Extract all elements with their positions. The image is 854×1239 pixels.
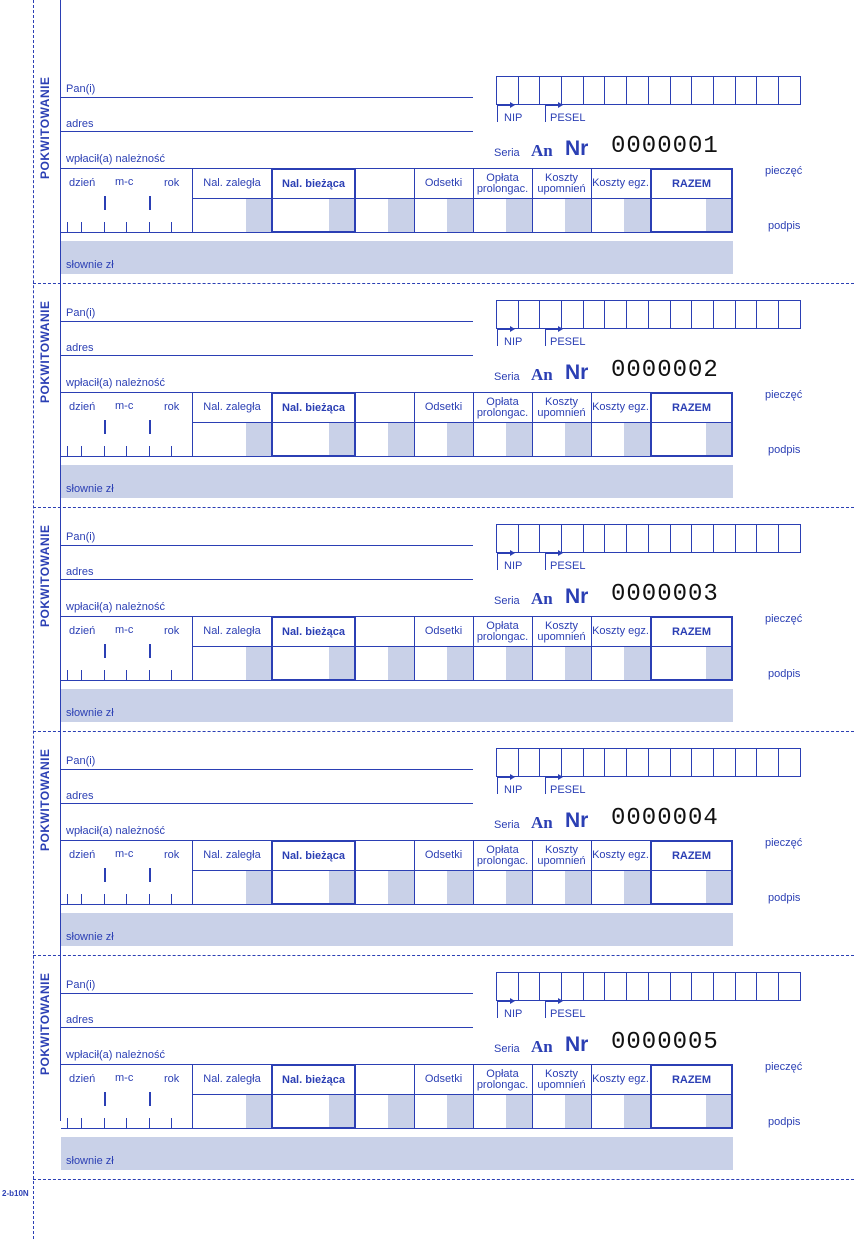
nip-pesel-digit-box[interactable]	[713, 972, 736, 1001]
seria-value: An	[531, 365, 553, 384]
month-label: m-c	[115, 400, 134, 412]
razem-header: RAZEM	[652, 618, 731, 647]
year-label: rok	[164, 177, 180, 189]
pani-field[interactable]	[61, 545, 473, 546]
pani-field[interactable]	[61, 769, 473, 770]
odsetki-header: Odsetki	[414, 617, 473, 647]
blank-column[interactable]	[356, 1065, 414, 1128]
year-label: rok	[164, 401, 180, 413]
amounts-table	[61, 1064, 733, 1129]
oplata-header	[473, 169, 532, 199]
nal-biezaca-header: Nal. bieżąca	[273, 170, 354, 199]
koszty-upomnien-line2: upomnień	[537, 182, 586, 195]
oplata-column[interactable]	[473, 1065, 532, 1128]
year-label: rok	[164, 1073, 180, 1085]
seria-label: Seria	[494, 595, 520, 607]
koszty-upomnien-header	[532, 393, 591, 423]
blank-column[interactable]	[356, 841, 414, 904]
nal-zalegla-column[interactable]	[192, 841, 272, 904]
date-tick	[81, 1118, 82, 1128]
koszty-egz-column[interactable]	[591, 1065, 650, 1128]
receipt-number: 0000001	[611, 133, 719, 160]
nip-pesel-digit-box[interactable]	[756, 300, 779, 329]
date-separator	[104, 644, 106, 658]
razem-header: RAZEM	[652, 1066, 731, 1095]
receipt	[0, 448, 854, 719]
razem-header: RAZEM	[652, 394, 731, 423]
nal-zalegla-column[interactable]	[192, 169, 272, 232]
receipt-side-label: POKWITOWANIE	[38, 300, 52, 404]
nip-pesel-digit-box[interactable]	[626, 524, 649, 553]
date-column	[61, 1065, 192, 1128]
receipt-side-label: POKWITOWANIE	[38, 76, 52, 180]
podpis-label: podpis	[768, 1116, 801, 1128]
adres-field[interactable]	[61, 803, 473, 804]
nip-pesel-digit-box[interactable]	[626, 76, 649, 105]
koszty-egz-header: Koszty egz.	[591, 841, 650, 871]
date-separator	[149, 196, 151, 210]
day-label: dzień	[69, 1073, 96, 1085]
koszty-upomnien-line1: Koszty	[544, 619, 578, 632]
koszty-egz-column[interactable]	[591, 617, 650, 680]
koszty-egz-column[interactable]	[591, 169, 650, 232]
nal-zalegla-header: Nal. zaległa	[192, 169, 272, 199]
date-tick	[104, 1118, 105, 1128]
nip-label: NIP	[504, 560, 523, 572]
nip-pesel-digit-box[interactable]	[626, 300, 649, 329]
adres-field[interactable]	[61, 131, 473, 132]
oplata-header-line1: Opłata	[486, 171, 519, 184]
month-label: m-c	[115, 1072, 134, 1084]
koszty-upomnien-column[interactable]	[532, 393, 591, 456]
nip-pesel-digit-box[interactable]	[626, 748, 649, 777]
nip-pesel-digit-box[interactable]	[691, 300, 714, 329]
nip-pesel-digit-box[interactable]	[735, 300, 758, 329]
koszty-upomnien-header	[532, 617, 591, 647]
blank-column[interactable]	[356, 169, 414, 232]
koszty-egz-header: Koszty egz.	[591, 617, 650, 647]
receipt	[0, 896, 854, 1167]
koszty-upomnien-header	[532, 1065, 591, 1095]
oplata-header-line1: Opłata	[486, 1067, 519, 1080]
nal-biezaca-column[interactable]	[271, 1064, 356, 1129]
pani-label: Pan(i)	[66, 531, 96, 543]
grosze-cell	[329, 1095, 354, 1127]
grosze-cell	[388, 1095, 414, 1128]
blank-header	[356, 1065, 414, 1095]
odsetki-header: Odsetki	[414, 1065, 473, 1095]
adres-field[interactable]	[61, 579, 473, 580]
nal-biezaca-header: Nal. bieżąca	[273, 1066, 354, 1095]
cut-line	[33, 1179, 854, 1180]
nip-pesel-digit-box[interactable]	[583, 300, 606, 329]
blank-column[interactable]	[356, 393, 414, 456]
nip-pesel-digit-box[interactable]	[626, 972, 649, 1001]
nal-biezaca-header: Nal. bieżąca	[273, 842, 354, 871]
month-label: m-c	[115, 624, 134, 636]
grosze-cell	[506, 1095, 532, 1128]
nip-pesel-digit-box[interactable]	[518, 76, 541, 105]
nip-pesel-digit-box[interactable]	[518, 300, 541, 329]
nip-pesel-digit-box[interactable]	[691, 76, 714, 105]
nal-zalegla-column[interactable]	[192, 1065, 272, 1128]
adres-label: adres	[66, 118, 94, 130]
nip-pesel-digit-box[interactable]	[561, 76, 584, 105]
nip-pesel-digit-box[interactable]	[518, 972, 541, 1001]
nip-pesel-digit-box[interactable]	[604, 76, 627, 105]
koszty-upomnien-line2: upomnień	[537, 630, 586, 643]
pani-label: Pan(i)	[66, 755, 96, 767]
nip-pesel-digit-box[interactable]	[561, 300, 584, 329]
receipt	[0, 224, 854, 495]
koszty-upomnien-header	[532, 169, 591, 199]
nip-pesel-digit-box[interactable]	[778, 76, 801, 105]
nal-biezaca-header: Nal. bieżąca	[273, 394, 354, 423]
receipt	[0, 0, 854, 271]
oplata-header-line2: prolongac.	[476, 406, 529, 419]
nr-label: Nr	[565, 585, 589, 608]
blank-header	[356, 841, 414, 871]
nip-pesel-digit-box[interactable]	[604, 300, 627, 329]
pani-field[interactable]	[61, 993, 473, 994]
adres-label: adres	[66, 790, 94, 802]
blank-header	[356, 393, 414, 423]
day-label: dzień	[69, 177, 96, 189]
koszty-upomnien-column[interactable]	[532, 617, 591, 680]
oplata-column[interactable]	[473, 169, 532, 232]
adres-label: adres	[66, 566, 94, 578]
koszty-upomnien-line2: upomnień	[537, 854, 586, 867]
nip-pesel-digit-box[interactable]	[583, 972, 606, 1001]
pani-field[interactable]	[61, 321, 473, 322]
koszty-upomnien-line2: upomnień	[537, 1078, 586, 1091]
year-label: rok	[164, 849, 180, 861]
slownie-label: słownie zł	[66, 483, 114, 495]
date-column	[61, 617, 192, 680]
date-separator	[104, 1092, 106, 1106]
month-label: m-c	[115, 176, 134, 188]
podpis-label: podpis	[768, 892, 801, 904]
seria-label: Seria	[494, 1043, 520, 1055]
receipt-side-label: POKWITOWANIE	[38, 972, 52, 1076]
receipt-number: 0000005	[611, 1029, 719, 1056]
nip-pesel-digit-box[interactable]	[539, 972, 562, 1001]
wplacil-label: wpłacił(a) należność	[66, 825, 166, 837]
nip-pesel-digit-box[interactable]	[648, 76, 671, 105]
nip-pesel-digit-box[interactable]	[518, 748, 541, 777]
pesel-label: PESEL	[550, 1008, 586, 1020]
adres-label: adres	[66, 342, 94, 354]
wplacil-label: wpłacił(a) należność	[66, 377, 166, 389]
form-code: 2-b10N	[2, 1189, 29, 1198]
nip-pesel-digit-box[interactable]	[778, 300, 801, 329]
month-label: m-c	[115, 848, 134, 860]
nip-pesel-digit-box[interactable]	[691, 524, 714, 553]
grosze-cell	[624, 1095, 650, 1128]
pesel-label: PESEL	[550, 336, 586, 348]
grosze-cell	[447, 1095, 473, 1128]
nip-pesel-digit-box[interactable]	[583, 76, 606, 105]
nal-zalegla-header: Nal. zaległa	[192, 1065, 272, 1095]
slownie-field[interactable]	[61, 1137, 733, 1170]
podpis-label: podpis	[768, 444, 801, 456]
koszty-upomnien-column[interactable]	[532, 169, 591, 232]
day-label: dzień	[69, 849, 96, 861]
nip-pesel-boxes[interactable]	[496, 748, 800, 777]
date-separator	[104, 420, 106, 434]
nip-pesel-digit-box[interactable]	[713, 748, 736, 777]
odsetki-column[interactable]	[414, 393, 473, 456]
nip-pesel-digit-box[interactable]	[756, 748, 779, 777]
date-column	[61, 393, 192, 456]
wplacil-label: wpłacił(a) należność	[66, 601, 166, 613]
koszty-upomnien-line1: Koszty	[544, 395, 578, 408]
year-label: rok	[164, 625, 180, 637]
pani-label: Pan(i)	[66, 307, 96, 319]
day-label: dzień	[69, 625, 96, 637]
receipt-number: 0000004	[611, 805, 719, 832]
oplata-header	[473, 393, 532, 423]
receipt-side-label: POKWITOWANIE	[38, 748, 52, 852]
slownie-label: słownie zł	[66, 1155, 114, 1167]
koszty-upomnien-line1: Koszty	[544, 1067, 578, 1080]
date-separator	[149, 420, 151, 434]
razem-column[interactable]	[650, 1064, 733, 1129]
oplata-header-line2: prolongac.	[476, 1078, 529, 1091]
nip-pesel-digit-box[interactable]	[604, 972, 627, 1001]
nip-pesel-digit-box[interactable]	[735, 972, 758, 1001]
nip-pesel-boxes[interactable]	[496, 300, 800, 329]
oplata-header-line2: prolongac.	[476, 854, 529, 867]
seria-value: An	[531, 813, 553, 832]
blank-header	[356, 617, 414, 647]
pani-field[interactable]	[61, 97, 473, 98]
pani-label: Pan(i)	[66, 979, 96, 991]
date-separator	[104, 868, 106, 882]
receipt-side-label: POKWITOWANIE	[38, 524, 52, 628]
nip-label: NIP	[504, 784, 523, 796]
seria-value: An	[531, 589, 553, 608]
nip-pesel-digit-box[interactable]	[756, 76, 779, 105]
nal-zalegla-header: Nal. zaległa	[192, 617, 272, 647]
nip-pesel-digit-box[interactable]	[539, 300, 562, 329]
nip-pesel-boxes[interactable]	[496, 972, 800, 1001]
nip-pesel-digit-box[interactable]	[583, 748, 606, 777]
oplata-header	[473, 841, 532, 871]
nip-pesel-digit-box[interactable]	[691, 972, 714, 1001]
nal-zalegla-column[interactable]	[192, 617, 272, 680]
receipt-number: 0000003	[611, 581, 719, 608]
seria-label: Seria	[494, 819, 520, 831]
nip-pesel-digit-box[interactable]	[496, 76, 519, 105]
koszty-upomnien-line2: upomnień	[537, 406, 586, 419]
podpis-label: podpis	[768, 668, 801, 680]
nip-pesel-digit-box[interactable]	[561, 972, 584, 1001]
pieczec-label: pieczęć	[765, 613, 803, 625]
grosze-cell	[565, 1095, 591, 1128]
nal-zalegla-column[interactable]	[192, 393, 272, 456]
pesel-label: PESEL	[550, 560, 586, 572]
koszty-upomnien-header	[532, 841, 591, 871]
oplata-column[interactable]	[473, 393, 532, 456]
date-column	[61, 169, 192, 232]
nip-pesel-digit-box[interactable]	[691, 748, 714, 777]
nip-pesel-digit-box[interactable]	[670, 300, 693, 329]
receipt-number: 0000002	[611, 357, 719, 384]
receipt	[0, 672, 854, 943]
adres-field[interactable]	[61, 355, 473, 356]
grosze-cell	[246, 1095, 272, 1128]
nip-pesel-digit-box[interactable]	[496, 300, 519, 329]
nip-pesel-digit-box[interactable]	[648, 524, 671, 553]
grosze-cell	[706, 1095, 731, 1127]
nip-pesel-digit-box[interactable]	[496, 748, 519, 777]
nal-biezaca-header: Nal. bieżąca	[273, 618, 354, 647]
koszty-egz-column[interactable]	[591, 393, 650, 456]
odsetki-header: Odsetki	[414, 393, 473, 423]
nip-pesel-digit-box[interactable]	[756, 972, 779, 1001]
nip-pesel-boxes[interactable]	[496, 524, 800, 553]
oplata-header	[473, 1065, 532, 1095]
nip-pesel-digit-box[interactable]	[756, 524, 779, 553]
nip-pesel-digit-box[interactable]	[583, 524, 606, 553]
nip-pesel-digit-box[interactable]	[735, 76, 758, 105]
pesel-label: PESEL	[550, 112, 586, 124]
seria-value: An	[531, 141, 553, 160]
oplata-header-line2: prolongac.	[476, 182, 529, 195]
nip-pesel-digit-box[interactable]	[713, 76, 736, 105]
date-separator	[104, 196, 106, 210]
koszty-upomnien-line1: Koszty	[544, 843, 578, 856]
oplata-column[interactable]	[473, 841, 532, 904]
razem-header: RAZEM	[652, 170, 731, 199]
nip-pesel-digit-box[interactable]	[713, 524, 736, 553]
koszty-upomnien-column[interactable]	[532, 1065, 591, 1128]
koszty-egz-header: Koszty egz.	[591, 169, 650, 199]
nr-label: Nr	[565, 809, 589, 832]
koszty-egz-header: Koszty egz.	[591, 1065, 650, 1095]
nip-pesel-digit-box[interactable]	[778, 748, 801, 777]
odsetki-column[interactable]	[414, 1065, 473, 1128]
pieczec-label: pieczęć	[765, 837, 803, 849]
wplacil-label: wpłacił(a) należność	[66, 153, 166, 165]
nip-pesel-digit-box[interactable]	[518, 524, 541, 553]
nip-pesel-digit-box[interactable]	[561, 524, 584, 553]
slownie-label: słownie zł	[66, 931, 114, 943]
nr-label: Nr	[565, 361, 589, 384]
date-field[interactable]	[61, 1128, 192, 1129]
koszty-upomnien-line1: Koszty	[544, 171, 578, 184]
blank-header	[356, 169, 414, 199]
odsetki-header: Odsetki	[414, 841, 473, 871]
nr-label: Nr	[565, 137, 589, 160]
nip-pesel-digit-box[interactable]	[496, 972, 519, 1001]
koszty-egz-column[interactable]	[591, 841, 650, 904]
oplata-header-line1: Opłata	[486, 619, 519, 632]
nip-pesel-digit-box[interactable]	[648, 972, 671, 1001]
date-tick	[171, 1118, 172, 1128]
date-separator	[149, 868, 151, 882]
nip-pesel-digit-box[interactable]	[539, 76, 562, 105]
nip-pesel-digit-box[interactable]	[735, 524, 758, 553]
nr-label: Nr	[565, 1033, 589, 1056]
nal-zalegla-header: Nal. zaległa	[192, 393, 272, 423]
nip-pesel-digit-box[interactable]	[670, 972, 693, 1001]
nip-pesel-digit-box[interactable]	[604, 748, 627, 777]
seria-value: An	[531, 1037, 553, 1056]
date-column	[61, 841, 192, 904]
oplata-header	[473, 617, 532, 647]
nip-pesel-digit-box[interactable]	[778, 524, 801, 553]
oplata-header-line2: prolongac.	[476, 630, 529, 643]
blank-column[interactable]	[356, 617, 414, 680]
nip-pesel-digit-box[interactable]	[539, 748, 562, 777]
nip-pesel-digit-box[interactable]	[496, 524, 519, 553]
pani-label: Pan(i)	[66, 83, 96, 95]
nip-pesel-digit-box[interactable]	[561, 748, 584, 777]
podpis-label: podpis	[768, 220, 801, 232]
pieczec-label: pieczęć	[765, 165, 803, 177]
seria-label: Seria	[494, 371, 520, 383]
day-label: dzień	[69, 401, 96, 413]
nip-pesel-digit-box[interactable]	[670, 76, 693, 105]
nip-label: NIP	[504, 336, 523, 348]
odsetki-column[interactable]	[414, 617, 473, 680]
nip-label: NIP	[504, 1008, 523, 1020]
nip-pesel-digit-box[interactable]	[604, 524, 627, 553]
adres-label: adres	[66, 1014, 94, 1026]
wplacil-label: wpłacił(a) należność	[66, 1049, 166, 1061]
koszty-egz-header: Koszty egz.	[591, 393, 650, 423]
odsetki-header: Odsetki	[414, 169, 473, 199]
slownie-label: słownie zł	[66, 259, 114, 271]
date-tick	[149, 1118, 150, 1128]
nip-pesel-digit-box[interactable]	[648, 300, 671, 329]
nip-pesel-digit-box[interactable]	[778, 972, 801, 1001]
slownie-label: słownie zł	[66, 707, 114, 719]
date-separator	[149, 644, 151, 658]
nip-pesel-digit-box[interactable]	[539, 524, 562, 553]
nal-zalegla-header: Nal. zaległa	[192, 841, 272, 871]
date-tick	[126, 1118, 127, 1128]
nip-label: NIP	[504, 112, 523, 124]
nip-pesel-digit-box[interactable]	[670, 524, 693, 553]
oplata-header-line1: Opłata	[486, 843, 519, 856]
date-tick	[67, 1118, 68, 1128]
razem-header: RAZEM	[652, 842, 731, 871]
oplata-column[interactable]	[473, 617, 532, 680]
adres-field[interactable]	[61, 1027, 473, 1028]
pesel-label: PESEL	[550, 784, 586, 796]
nip-pesel-digit-box[interactable]	[670, 748, 693, 777]
nip-pesel-digit-box[interactable]	[648, 748, 671, 777]
seria-label: Seria	[494, 147, 520, 159]
date-separator	[149, 1092, 151, 1106]
nip-pesel-digit-box[interactable]	[735, 748, 758, 777]
oplata-header-line1: Opłata	[486, 395, 519, 408]
koszty-upomnien-column[interactable]	[532, 841, 591, 904]
nip-pesel-digit-box[interactable]	[713, 300, 736, 329]
pieczec-label: pieczęć	[765, 389, 803, 401]
odsetki-column[interactable]	[414, 841, 473, 904]
pieczec-label: pieczęć	[765, 1061, 803, 1073]
odsetki-column[interactable]	[414, 169, 473, 232]
nip-pesel-boxes[interactable]	[496, 76, 800, 105]
